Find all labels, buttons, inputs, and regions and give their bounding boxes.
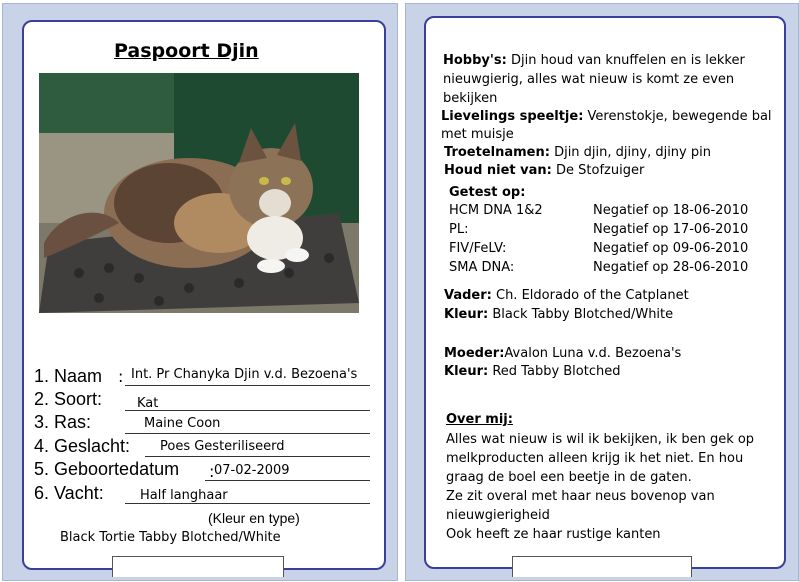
- troetel-text: Djin djin, djiny, djiny pin: [549, 145, 711, 160]
- geslacht-line: [145, 456, 370, 457]
- ras-label: 3. Ras:: [34, 412, 92, 432]
- speeltje-label: Lievelings speeltje:: [441, 109, 584, 124]
- name-line: [125, 385, 370, 386]
- cat-photo: [39, 73, 359, 313]
- test-name-2: PL:: [449, 222, 469, 237]
- overmij-line-5: nieuwgierigheid: [446, 508, 550, 523]
- vacht-line: [125, 503, 370, 504]
- overmij-line-1: Alles wat nieuw is wil ik bekijken, ik ben gek op: [446, 432, 755, 447]
- geboortedatum-line: [205, 480, 370, 481]
- moeder-kleur-label: Kleur:: [444, 364, 489, 379]
- ras-value: Maine Coon: [144, 416, 221, 431]
- vader-label: Vader:: [444, 288, 492, 303]
- troetel-line: [444, 144, 711, 162]
- test-name-3: FIV/FeLV:: [449, 241, 507, 256]
- moeder-line: [444, 345, 681, 363]
- vader-kleur-value: Black Tabby Blotched/White: [488, 307, 674, 322]
- houdniet-label: Houd niet van:: [444, 163, 552, 178]
- test-name-1: HCM DNA 1&2: [449, 203, 543, 218]
- soort-line: [125, 410, 370, 411]
- vader-line: [444, 287, 689, 305]
- houdniet-text: De Stofzuiger: [551, 163, 645, 178]
- overmij-line-6: Ook heeft ze haar rustige kanten: [446, 527, 661, 542]
- geboortedatum-label: 5. Geboortedatum: [34, 459, 180, 479]
- geslacht-value: Poes Gesteriliseerd: [160, 439, 285, 454]
- vacht-label: 6. Vacht:: [34, 483, 104, 503]
- vader-kleur-line: [444, 306, 673, 324]
- troetel-label: Troetelnamen:: [444, 145, 550, 160]
- name-label: 1. Naam: [34, 366, 103, 386]
- soort-label: 2. Soort:: [34, 389, 103, 409]
- kleur-hint: (Kleur en type): [208, 510, 300, 526]
- left-card-tab: [112, 556, 284, 577]
- overmij-line-2: melkproducten alleen krijg ik het niet. En hou: [446, 451, 744, 466]
- passport-title: Paspoort Djin: [114, 40, 259, 62]
- test-result-4: Negatief op 28-06-2010: [593, 260, 749, 275]
- soort-value: Kat: [137, 396, 159, 411]
- houdniet-line: [444, 162, 644, 180]
- test-name-4: SMA DNA:: [449, 260, 515, 275]
- moeder-kleur-value: Red Tabby Blotched: [488, 364, 621, 379]
- hobbys-text-3: bekijken: [443, 91, 498, 106]
- geslacht-label: 4. Geslacht:: [34, 436, 131, 456]
- speeltje-line-1: [441, 108, 772, 126]
- test-result-1: Negatief op 18-06-2010: [593, 203, 749, 218]
- moeder-label: Moeder:: [444, 346, 505, 361]
- right-card-tab: [512, 556, 692, 577]
- geboortedatum-separator: :: [209, 462, 215, 481]
- hobbys-text-2: nieuwgierig, alles wat nieuw is komt ze even: [443, 72, 735, 87]
- overmij-line-4: Ze zit overal met haar neus bovenop van: [446, 489, 715, 504]
- moeder-value: Avalon Luna v.d. Bezoena's: [504, 346, 682, 361]
- hobbys-label: Hobby's:: [443, 53, 507, 68]
- geboortedatum-value: 07-02-2009: [214, 463, 290, 478]
- kleur-value: Black Tortie Tabby Blotched/White: [60, 530, 281, 545]
- hobbys-text-1: Djin houd van knuffelen en is lekker: [506, 53, 745, 68]
- moeder-kleur-line: [444, 363, 621, 381]
- overmij-line-3: graag de boel een beetje in de gaten.: [446, 470, 692, 485]
- test-result-2: Negatief op 17-06-2010: [593, 222, 749, 237]
- speeltje-text-1: Verenstokje, bewegende bal: [583, 109, 772, 124]
- name-value: Int. Pr Chanyka Djin v.d. Bezoena's: [131, 367, 358, 382]
- overmij-label: Over mij:: [446, 412, 513, 427]
- vacht-value: Half langhaar: [140, 488, 228, 503]
- hobbys-line-1: [443, 52, 745, 70]
- name-separator: :: [118, 367, 124, 386]
- speeltje-text-2: met muisje: [441, 127, 514, 142]
- getest-label: Getest op:: [449, 185, 526, 200]
- vader-kleur-label: Kleur:: [444, 307, 489, 322]
- test-result-3: Negatief op 09-06-2010: [593, 241, 749, 256]
- ras-line: [125, 433, 370, 434]
- vader-value: Ch. Eldorado of the Catplanet: [491, 288, 689, 303]
